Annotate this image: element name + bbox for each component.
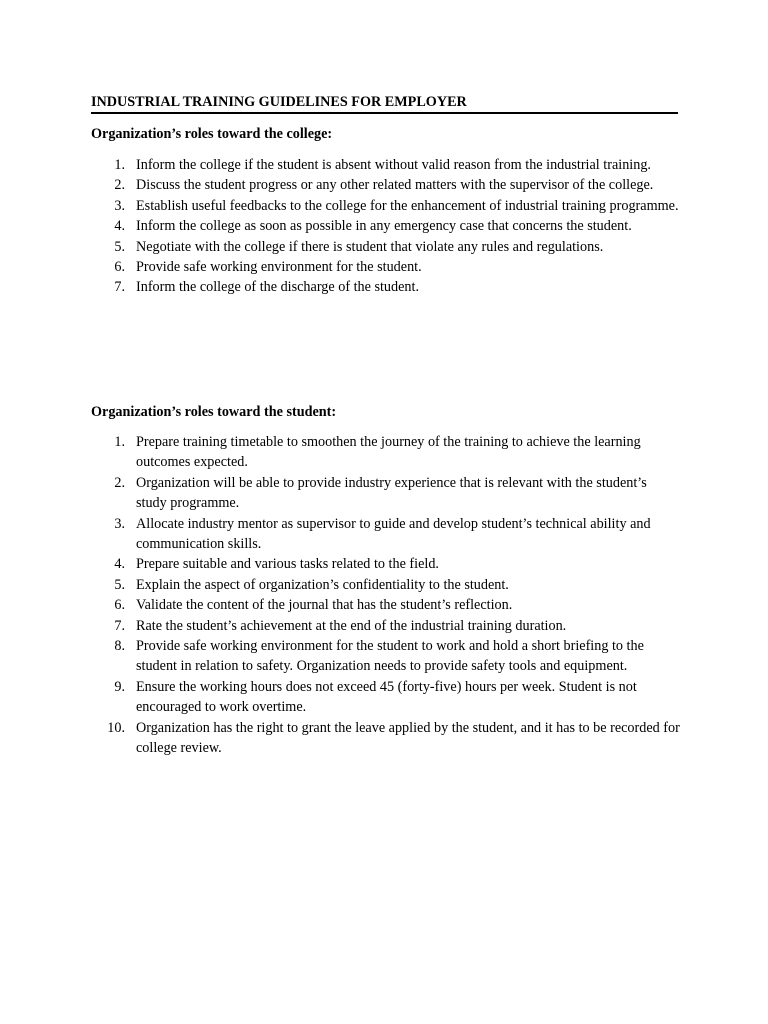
list-item-number: 3.: [114, 197, 125, 214]
list-item-number: 5.: [114, 576, 125, 593]
list-item: [91, 196, 681, 216]
list-item-number: 8.: [114, 638, 125, 655]
list-item-number: 1.: [114, 157, 125, 173]
list-item-number: 7.: [114, 617, 125, 634]
list-item-text: Discuss the student progress or any other related matters with the supervisor of the college.: [136, 177, 654, 194]
list-item: [91, 636, 681, 677]
list-item-text: Inform the college of the discharge of the student.: [136, 279, 420, 296]
list-item: [91, 595, 681, 615]
list-item: [91, 277, 681, 297]
list-item: [91, 237, 681, 257]
document-title: INDUSTRIAL TRAINING GUIDELINES FOR EMPLOYER: [91, 92, 678, 114]
section-heading-student: Organization’s roles toward the student:: [91, 404, 337, 420]
list-item-text: Prepare suitable and various tasks related to the field.: [136, 556, 439, 573]
list-item: [91, 554, 681, 574]
list-item-text: Inform the college if the student is absent without valid reason from the industrial training.: [136, 157, 651, 173]
student-roles-list: [91, 432, 681, 759]
list-item: [91, 473, 681, 514]
list-item: [91, 432, 681, 473]
list-item-number: 9.: [114, 678, 125, 695]
list-item: [91, 514, 681, 555]
list-item-number: 5.: [114, 238, 125, 255]
list-item: [91, 257, 681, 277]
list-item-number: 3.: [114, 515, 125, 532]
list-item-text: Provide safe working environment for the student to work and hold a short briefing to the student in relation to safety. Organization needs to provide safety tools and equipment.: [136, 638, 644, 675]
list-item-text: Allocate industry mentor as supervisor to guide and develop student’s technical ability and communication skills.: [136, 515, 651, 553]
list-item-number: 2.: [114, 474, 125, 491]
list-item-text: Validate the content of the journal that has the student’s reflection.: [136, 597, 513, 614]
list-item: [91, 616, 681, 636]
list-item-text: Inform the college as soon as possible in any emergency case that concerns the student.: [136, 218, 632, 235]
list-item-text: Provide safe working environment for the student.: [136, 259, 422, 276]
list-item: [91, 175, 681, 195]
list-item-text: Organization has the right to grant the leave applied by the student, and it has to be recorded for college review.: [136, 719, 680, 757]
list-item-number: 6.: [114, 259, 125, 276]
list-item: [91, 677, 681, 718]
section-heading-college: Organization’s roles toward the college:: [91, 126, 333, 142]
list-item-text: Rate the student’s achievement at the end of the industrial training duration.: [136, 617, 567, 634]
list-item-number: 7.: [114, 279, 125, 296]
list-item: [91, 575, 681, 595]
list-item-number: 4.: [114, 556, 125, 573]
list-item-text: Negotiate with the college if there is student that violate any rules and regulations.: [136, 238, 604, 255]
list-item: [91, 718, 681, 759]
list-item-number: 1.: [114, 434, 125, 450]
list-item-text: Organization will be able to provide industry experience that is relevant with the student’s study programme.: [136, 474, 647, 512]
list-item-number: 6.: [114, 597, 125, 614]
list-item: [91, 216, 681, 236]
list-item-text: Prepare training timetable to smoothen the journey of the training to achieve the learning outcomes expected.: [136, 434, 641, 471]
list-item-text: Establish useful feedbacks to the college for the enhancement of industrial training programme.: [136, 197, 679, 214]
list-item-text: Explain the aspect of organization’s confidentiality to the student.: [136, 576, 509, 593]
college-roles-list: [91, 155, 681, 298]
list-item-number: 10.: [107, 719, 125, 736]
list-item-text: Ensure the working hours does not exceed 45 (forty-five) hours per week. Student is not encouraged to work overtime.: [136, 678, 637, 716]
list-item-number: 2.: [114, 177, 125, 194]
list-item: [91, 155, 681, 175]
list-item-number: 4.: [114, 218, 125, 235]
